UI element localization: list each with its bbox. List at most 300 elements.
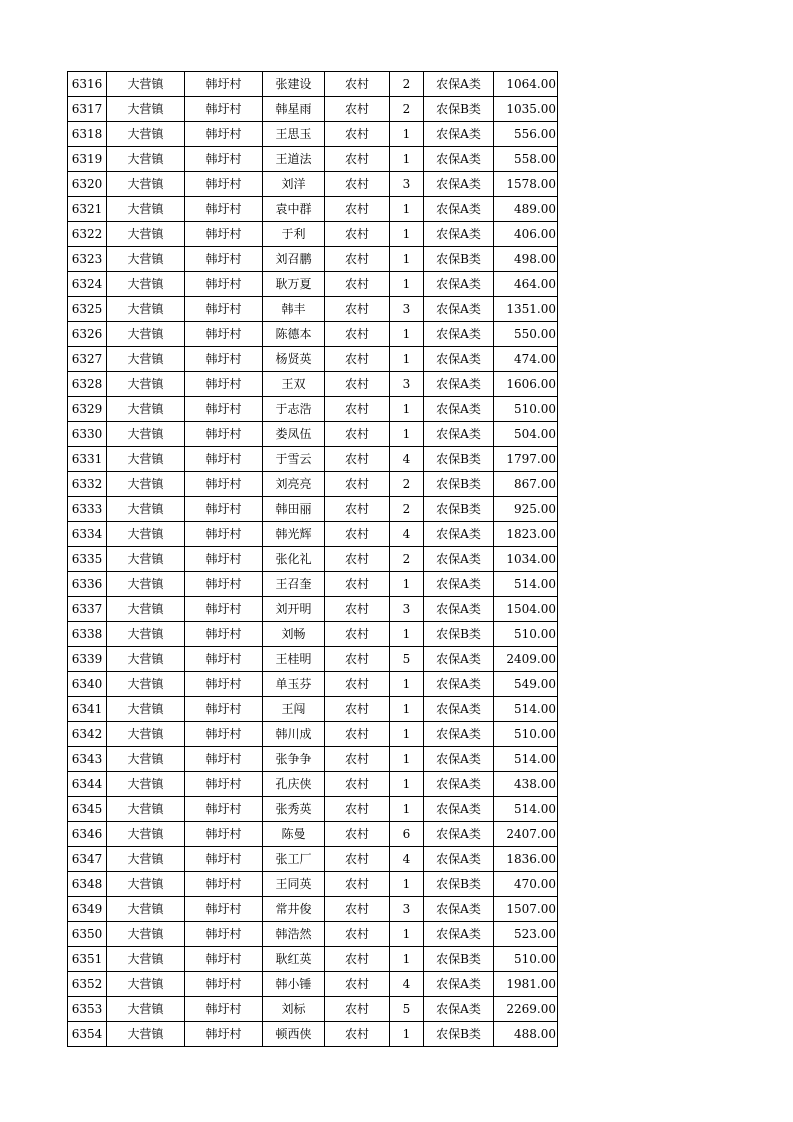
town-cell: 大营镇 xyxy=(107,172,185,197)
row-number: 6328 xyxy=(68,372,107,397)
amount-cell: 558.00 xyxy=(494,147,558,172)
village-cell: 韩圩村 xyxy=(185,472,263,497)
name-cell: 王同英 xyxy=(263,872,325,897)
name-cell: 韩小锤 xyxy=(263,972,325,997)
village-cell: 韩圩村 xyxy=(185,72,263,97)
insurance-category-cell: 农保B类 xyxy=(424,622,494,647)
amount-cell: 2269.00 xyxy=(494,997,558,1022)
name-cell: 韩川成 xyxy=(263,722,325,747)
town-cell: 大营镇 xyxy=(107,122,185,147)
household-count-cell: 2 xyxy=(390,72,424,97)
insurance-category-cell: 农保A类 xyxy=(424,647,494,672)
household-count-cell: 1 xyxy=(390,872,424,897)
row-number: 6337 xyxy=(68,597,107,622)
insurance-category-cell: 农保B类 xyxy=(424,97,494,122)
insurance-category-cell: 农保A类 xyxy=(424,747,494,772)
insurance-category-cell: 农保A类 xyxy=(424,422,494,447)
insurance-category-cell: 农保A类 xyxy=(424,322,494,347)
row-number: 6349 xyxy=(68,897,107,922)
village-cell: 韩圩村 xyxy=(185,772,263,797)
row-number: 6334 xyxy=(68,522,107,547)
area-type-cell: 农村 xyxy=(325,597,390,622)
area-type-cell: 农村 xyxy=(325,922,390,947)
row-number: 6316 xyxy=(68,72,107,97)
table-row xyxy=(68,472,558,497)
town-cell: 大营镇 xyxy=(107,922,185,947)
name-cell: 王道法 xyxy=(263,147,325,172)
insurance-category-cell: 农保A类 xyxy=(424,922,494,947)
town-cell: 大营镇 xyxy=(107,522,185,547)
town-cell: 大营镇 xyxy=(107,397,185,422)
insurance-category-cell: 农保A类 xyxy=(424,822,494,847)
table-row xyxy=(68,597,558,622)
insurance-category-cell: 农保A类 xyxy=(424,347,494,372)
area-type-cell: 农村 xyxy=(325,797,390,822)
household-count-cell: 6 xyxy=(390,822,424,847)
area-type-cell: 农村 xyxy=(325,222,390,247)
town-cell: 大营镇 xyxy=(107,322,185,347)
area-type-cell: 农村 xyxy=(325,747,390,772)
amount-cell: 470.00 xyxy=(494,872,558,897)
household-count-cell: 4 xyxy=(390,522,424,547)
name-cell: 韩星雨 xyxy=(263,97,325,122)
amount-cell: 1507.00 xyxy=(494,897,558,922)
household-count-cell: 1 xyxy=(390,622,424,647)
household-count-cell: 1 xyxy=(390,797,424,822)
amount-cell: 514.00 xyxy=(494,747,558,772)
insurance-category-cell: 农保B类 xyxy=(424,447,494,472)
household-count-cell: 2 xyxy=(390,472,424,497)
village-cell: 韩圩村 xyxy=(185,922,263,947)
amount-cell: 925.00 xyxy=(494,497,558,522)
household-count-cell: 1 xyxy=(390,247,424,272)
amount-cell: 510.00 xyxy=(494,397,558,422)
town-cell: 大营镇 xyxy=(107,947,185,972)
village-cell: 韩圩村 xyxy=(185,547,263,572)
household-count-cell: 1 xyxy=(390,922,424,947)
insurance-category-cell: 农保A类 xyxy=(424,122,494,147)
row-number: 6327 xyxy=(68,347,107,372)
name-cell: 陈曼 xyxy=(263,822,325,847)
table-row xyxy=(68,397,558,422)
insurance-category-cell: 农保A类 xyxy=(424,797,494,822)
amount-cell: 1034.00 xyxy=(494,547,558,572)
insurance-category-cell: 农保A类 xyxy=(424,197,494,222)
insurance-category-cell: 农保B类 xyxy=(424,472,494,497)
name-cell: 王闯 xyxy=(263,697,325,722)
village-cell: 韩圩村 xyxy=(185,522,263,547)
amount-cell: 514.00 xyxy=(494,572,558,597)
table-row xyxy=(68,147,558,172)
amount-cell: 438.00 xyxy=(494,772,558,797)
area-type-cell: 农村 xyxy=(325,197,390,222)
insurance-category-cell: 农保A类 xyxy=(424,597,494,622)
village-cell: 韩圩村 xyxy=(185,897,263,922)
amount-cell: 1836.00 xyxy=(494,847,558,872)
name-cell: 耿万夏 xyxy=(263,272,325,297)
household-count-cell: 3 xyxy=(390,172,424,197)
row-number: 6345 xyxy=(68,797,107,822)
row-number: 6325 xyxy=(68,297,107,322)
village-cell: 韩圩村 xyxy=(185,622,263,647)
area-type-cell: 农村 xyxy=(325,172,390,197)
household-count-cell: 1 xyxy=(390,722,424,747)
row-number: 6339 xyxy=(68,647,107,672)
table-row xyxy=(68,322,558,347)
name-cell: 刘亮亮 xyxy=(263,472,325,497)
household-count-cell: 5 xyxy=(390,997,424,1022)
row-number: 6321 xyxy=(68,197,107,222)
insurance-category-cell: 农保A类 xyxy=(424,572,494,597)
name-cell: 于雪云 xyxy=(263,447,325,472)
table-row xyxy=(68,122,558,147)
insurance-category-cell: 农保A类 xyxy=(424,722,494,747)
village-cell: 韩圩村 xyxy=(185,972,263,997)
insurance-category-cell: 农保A类 xyxy=(424,397,494,422)
row-number: 6329 xyxy=(68,397,107,422)
town-cell: 大营镇 xyxy=(107,372,185,397)
table-row xyxy=(68,422,558,447)
row-number: 6341 xyxy=(68,697,107,722)
table-row xyxy=(68,947,558,972)
amount-cell: 406.00 xyxy=(494,222,558,247)
amount-cell: 1823.00 xyxy=(494,522,558,547)
name-cell: 单玉芬 xyxy=(263,672,325,697)
area-type-cell: 农村 xyxy=(325,397,390,422)
insurance-category-cell: 农保B类 xyxy=(424,872,494,897)
area-type-cell: 农村 xyxy=(325,522,390,547)
town-cell: 大营镇 xyxy=(107,197,185,222)
insurance-category-cell: 农保A类 xyxy=(424,772,494,797)
village-cell: 韩圩村 xyxy=(185,372,263,397)
row-number: 6348 xyxy=(68,872,107,897)
town-cell: 大营镇 xyxy=(107,897,185,922)
village-cell: 韩圩村 xyxy=(185,297,263,322)
household-count-cell: 1 xyxy=(390,347,424,372)
village-cell: 韩圩村 xyxy=(185,722,263,747)
row-number: 6336 xyxy=(68,572,107,597)
area-type-cell: 农村 xyxy=(325,272,390,297)
name-cell: 刘召鹏 xyxy=(263,247,325,272)
town-cell: 大营镇 xyxy=(107,1022,185,1047)
insurance-category-cell: 农保A类 xyxy=(424,997,494,1022)
area-type-cell: 农村 xyxy=(325,622,390,647)
table-row xyxy=(68,847,558,872)
row-number: 6342 xyxy=(68,722,107,747)
area-type-cell: 农村 xyxy=(325,572,390,597)
household-count-cell: 1 xyxy=(390,747,424,772)
table-row xyxy=(68,497,558,522)
insurance-category-cell: 农保A类 xyxy=(424,372,494,397)
area-type-cell: 农村 xyxy=(325,497,390,522)
row-number: 6338 xyxy=(68,622,107,647)
village-cell: 韩圩村 xyxy=(185,822,263,847)
insurance-category-cell: 农保A类 xyxy=(424,297,494,322)
table-row xyxy=(68,972,558,997)
insurance-category-cell: 农保B类 xyxy=(424,247,494,272)
area-type-cell: 农村 xyxy=(325,722,390,747)
name-cell: 顿西侠 xyxy=(263,1022,325,1047)
table-row xyxy=(68,572,558,597)
town-cell: 大营镇 xyxy=(107,447,185,472)
area-type-cell: 农村 xyxy=(325,972,390,997)
village-cell: 韩圩村 xyxy=(185,697,263,722)
insurance-category-cell: 农保A类 xyxy=(424,972,494,997)
household-count-cell: 2 xyxy=(390,497,424,522)
town-cell: 大营镇 xyxy=(107,547,185,572)
name-cell: 韩浩然 xyxy=(263,922,325,947)
amount-cell: 1035.00 xyxy=(494,97,558,122)
household-count-cell: 1 xyxy=(390,397,424,422)
area-type-cell: 农村 xyxy=(325,372,390,397)
name-cell: 王双 xyxy=(263,372,325,397)
household-count-cell: 1 xyxy=(390,272,424,297)
insurance-category-cell: 农保B类 xyxy=(424,497,494,522)
amount-cell: 1351.00 xyxy=(494,297,558,322)
insurance-category-cell: 农保A类 xyxy=(424,522,494,547)
insurance-category-cell: 农保A类 xyxy=(424,172,494,197)
household-count-cell: 1 xyxy=(390,122,424,147)
table-row xyxy=(68,447,558,472)
household-count-cell: 3 xyxy=(390,897,424,922)
table-row xyxy=(68,172,558,197)
town-cell: 大营镇 xyxy=(107,247,185,272)
town-cell: 大营镇 xyxy=(107,622,185,647)
village-cell: 韩圩村 xyxy=(185,347,263,372)
town-cell: 大营镇 xyxy=(107,797,185,822)
town-cell: 大营镇 xyxy=(107,597,185,622)
village-cell: 韩圩村 xyxy=(185,872,263,897)
row-number: 6347 xyxy=(68,847,107,872)
amount-cell: 867.00 xyxy=(494,472,558,497)
table-row xyxy=(68,747,558,772)
table-row xyxy=(68,547,558,572)
row-number: 6343 xyxy=(68,747,107,772)
area-type-cell: 农村 xyxy=(325,547,390,572)
amount-cell: 549.00 xyxy=(494,672,558,697)
town-cell: 大营镇 xyxy=(107,147,185,172)
town-cell: 大营镇 xyxy=(107,347,185,372)
name-cell: 孔庆侠 xyxy=(263,772,325,797)
row-number: 6350 xyxy=(68,922,107,947)
household-count-cell: 3 xyxy=(390,297,424,322)
insurance-category-cell: 农保A类 xyxy=(424,897,494,922)
name-cell: 常井俊 xyxy=(263,897,325,922)
name-cell: 韩田丽 xyxy=(263,497,325,522)
amount-cell: 510.00 xyxy=(494,722,558,747)
town-cell: 大营镇 xyxy=(107,497,185,522)
amount-cell: 510.00 xyxy=(494,622,558,647)
insurance-category-cell: 农保A类 xyxy=(424,147,494,172)
town-cell: 大营镇 xyxy=(107,272,185,297)
row-number: 6317 xyxy=(68,97,107,122)
area-type-cell: 农村 xyxy=(325,997,390,1022)
household-count-cell: 1 xyxy=(390,947,424,972)
household-count-cell: 3 xyxy=(390,597,424,622)
area-type-cell: 农村 xyxy=(325,122,390,147)
area-type-cell: 农村 xyxy=(325,147,390,172)
table-row xyxy=(68,697,558,722)
amount-cell: 550.00 xyxy=(494,322,558,347)
amount-cell: 474.00 xyxy=(494,347,558,372)
name-cell: 于志浩 xyxy=(263,397,325,422)
amount-cell: 488.00 xyxy=(494,1022,558,1047)
area-type-cell: 农村 xyxy=(325,672,390,697)
name-cell: 娄凤伍 xyxy=(263,422,325,447)
town-cell: 大营镇 xyxy=(107,647,185,672)
row-number: 6332 xyxy=(68,472,107,497)
insurance-category-cell: 农保A类 xyxy=(424,847,494,872)
amount-cell: 1504.00 xyxy=(494,597,558,622)
table-row xyxy=(68,672,558,697)
area-type-cell: 农村 xyxy=(325,697,390,722)
name-cell: 王桂明 xyxy=(263,647,325,672)
row-number: 6318 xyxy=(68,122,107,147)
household-count-cell: 1 xyxy=(390,697,424,722)
area-type-cell: 农村 xyxy=(325,772,390,797)
records-table-body xyxy=(68,72,558,1047)
amount-cell: 514.00 xyxy=(494,797,558,822)
table-row xyxy=(68,722,558,747)
name-cell: 王思玉 xyxy=(263,122,325,147)
household-count-cell: 1 xyxy=(390,322,424,347)
village-cell: 韩圩村 xyxy=(185,247,263,272)
village-cell: 韩圩村 xyxy=(185,422,263,447)
table-row xyxy=(68,997,558,1022)
row-number: 6352 xyxy=(68,972,107,997)
row-number: 6320 xyxy=(68,172,107,197)
table-row xyxy=(68,797,558,822)
row-number: 6333 xyxy=(68,497,107,522)
amount-cell: 514.00 xyxy=(494,697,558,722)
town-cell: 大营镇 xyxy=(107,997,185,1022)
town-cell: 大营镇 xyxy=(107,222,185,247)
table-row xyxy=(68,922,558,947)
area-type-cell: 农村 xyxy=(325,247,390,272)
records-table xyxy=(67,71,558,1047)
town-cell: 大营镇 xyxy=(107,822,185,847)
amount-cell: 1064.00 xyxy=(494,72,558,97)
area-type-cell: 农村 xyxy=(325,897,390,922)
village-cell: 韩圩村 xyxy=(185,747,263,772)
name-cell: 刘洋 xyxy=(263,172,325,197)
household-count-cell: 4 xyxy=(390,847,424,872)
household-count-cell: 1 xyxy=(390,672,424,697)
town-cell: 大营镇 xyxy=(107,572,185,597)
area-type-cell: 农村 xyxy=(325,297,390,322)
village-cell: 韩圩村 xyxy=(185,222,263,247)
table-row xyxy=(68,97,558,122)
area-type-cell: 农村 xyxy=(325,422,390,447)
table-row xyxy=(68,872,558,897)
table-row xyxy=(68,822,558,847)
row-number: 6344 xyxy=(68,772,107,797)
household-count-cell: 4 xyxy=(390,447,424,472)
amount-cell: 498.00 xyxy=(494,247,558,272)
village-cell: 韩圩村 xyxy=(185,197,263,222)
table-row xyxy=(68,897,558,922)
village-cell: 韩圩村 xyxy=(185,572,263,597)
village-cell: 韩圩村 xyxy=(185,122,263,147)
name-cell: 韩光辉 xyxy=(263,522,325,547)
name-cell: 袁中群 xyxy=(263,197,325,222)
village-cell: 韩圩村 xyxy=(185,947,263,972)
area-type-cell: 农村 xyxy=(325,872,390,897)
town-cell: 大营镇 xyxy=(107,672,185,697)
amount-cell: 1797.00 xyxy=(494,447,558,472)
name-cell: 张建设 xyxy=(263,72,325,97)
table-row xyxy=(68,622,558,647)
insurance-category-cell: 农保A类 xyxy=(424,272,494,297)
area-type-cell: 农村 xyxy=(325,447,390,472)
town-cell: 大营镇 xyxy=(107,722,185,747)
town-cell: 大营镇 xyxy=(107,972,185,997)
household-count-cell: 4 xyxy=(390,972,424,997)
village-cell: 韩圩村 xyxy=(185,497,263,522)
name-cell: 耿红英 xyxy=(263,947,325,972)
amount-cell: 1578.00 xyxy=(494,172,558,197)
amount-cell: 523.00 xyxy=(494,922,558,947)
household-count-cell: 5 xyxy=(390,647,424,672)
table-row xyxy=(68,522,558,547)
amount-cell: 504.00 xyxy=(494,422,558,447)
area-type-cell: 农村 xyxy=(325,1022,390,1047)
insurance-category-cell: 农保A类 xyxy=(424,672,494,697)
town-cell: 大营镇 xyxy=(107,747,185,772)
household-count-cell: 1 xyxy=(390,572,424,597)
amount-cell: 464.00 xyxy=(494,272,558,297)
area-type-cell: 农村 xyxy=(325,647,390,672)
name-cell: 陈德本 xyxy=(263,322,325,347)
town-cell: 大营镇 xyxy=(107,97,185,122)
insurance-category-cell: 农保A类 xyxy=(424,72,494,97)
amount-cell: 556.00 xyxy=(494,122,558,147)
row-number: 6335 xyxy=(68,547,107,572)
village-cell: 韩圩村 xyxy=(185,447,263,472)
area-type-cell: 农村 xyxy=(325,822,390,847)
row-number: 6319 xyxy=(68,147,107,172)
table-row xyxy=(68,1022,558,1047)
town-cell: 大营镇 xyxy=(107,697,185,722)
village-cell: 韩圩村 xyxy=(185,847,263,872)
town-cell: 大营镇 xyxy=(107,872,185,897)
row-number: 6330 xyxy=(68,422,107,447)
row-number: 6322 xyxy=(68,222,107,247)
town-cell: 大营镇 xyxy=(107,72,185,97)
name-cell: 张化礼 xyxy=(263,547,325,572)
table-row xyxy=(68,772,558,797)
town-cell: 大营镇 xyxy=(107,297,185,322)
insurance-category-cell: 农保B类 xyxy=(424,1022,494,1047)
table-row xyxy=(68,297,558,322)
amount-cell: 489.00 xyxy=(494,197,558,222)
insurance-category-cell: 农保B类 xyxy=(424,947,494,972)
village-cell: 韩圩村 xyxy=(185,797,263,822)
table-row xyxy=(68,247,558,272)
insurance-category-cell: 农保A类 xyxy=(424,222,494,247)
row-number: 6351 xyxy=(68,947,107,972)
name-cell: 刘畅 xyxy=(263,622,325,647)
insurance-category-cell: 农保A类 xyxy=(424,697,494,722)
amount-cell: 1981.00 xyxy=(494,972,558,997)
household-count-cell: 1 xyxy=(390,1022,424,1047)
household-count-cell: 1 xyxy=(390,222,424,247)
name-cell: 于利 xyxy=(263,222,325,247)
row-number: 6323 xyxy=(68,247,107,272)
village-cell: 韩圩村 xyxy=(185,672,263,697)
area-type-cell: 农村 xyxy=(325,847,390,872)
area-type-cell: 农村 xyxy=(325,322,390,347)
